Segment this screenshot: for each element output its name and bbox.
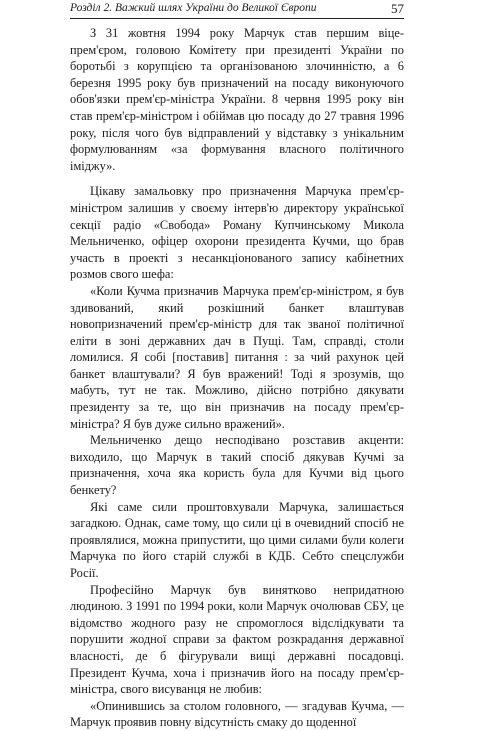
paragraph: Професійно Марчук був винятково непридатною людиною. З 1991 по 1994 роки, коли Марчук очолював СБУ, це відомство жодного разу не спромоглося відслідкувати та порушити жодної справи за фактом розкрадання державної власності, де б фігурували вищі державні посадовці. Президент Кучма, хоча і призначив його на посаду прем'єр-міністра, свого висуванця не любив: [70, 582, 404, 697]
page-number: 57 [391, 1, 404, 16]
page-body [70, 25, 404, 731]
paragraph: Цікаву замальовку про призначення Марчука прем'єр-міністром залишив у своєму інтерв'ю директору української секції радіо «Свобода» Роману Купчинському Микола Мельниченко, офіцер охорони президента Кучми, що брав участь в проекті з несанкціонованого запису кабінетних розмов свого шефа: [70, 184, 404, 282]
paragraph: З 31 жовтня 1994 року Марчук став першим віце-прем'єром, головою Комітету при президенті України по боротьбі з корупцією та організованою злочинністю, а 6 березня 1995 року був призначений на посаду виконуючого обов'язки прем'єр-міністра України. 8 червня 1995 року він став прем'єр-міністром і обіймав цю посаду до 27 травня 1996 року, після чого був відправлений у відставку з унікальним формулюванням «за формування власного політичного іміджу». [70, 26, 404, 173]
quote-paragraph: «Коли Кучма призначив Марчука прем'єр-міністром, я був здивований, який розкішний банкет влаштував новопризначений прем'єр-міністр для так званої політичної еліти в зоні державних дач в Пущі. Там, справді, столи ломилися. Я собі [поставив] питання : за чий рахунок цей банкет влаштували? Я був вражений! Тоді я зрозумів, що мабуть, тут не так. Можливо, дійсно потрібно дякувати президенту за те, що він призначив на посаду прем'єр-міністра? Я був дуже сильно вражений». [70, 283, 404, 431]
chapter-running-title: Розділ 2. Важкий шлях України до Великої Європи [70, 2, 317, 14]
book-page [70, 0, 404, 730]
running-header [70, 1, 404, 19]
paragraph: Мельниченко дещо несподівано розставив акценти: виходило, що Марчук в такий спосіб дякував Кучмі за призначення, хоча яка користь була для Кучми від цього бенкету? [70, 433, 404, 498]
paragraph: Які саме сили проштовхували Марчука, залишається загадкою. Однак, саме тому, що сили ці в очевидний спосіб не проявлялися, можна припустити, що цими силами були колеги Марчука по його старій службі в КДБ. Себто спецслужби Росії. [70, 499, 404, 580]
quote-paragraph: «Опинившись за столом головного, — згадував Кучма, — Марчук проявив повну відсутність смаку до щоденної [70, 698, 404, 730]
